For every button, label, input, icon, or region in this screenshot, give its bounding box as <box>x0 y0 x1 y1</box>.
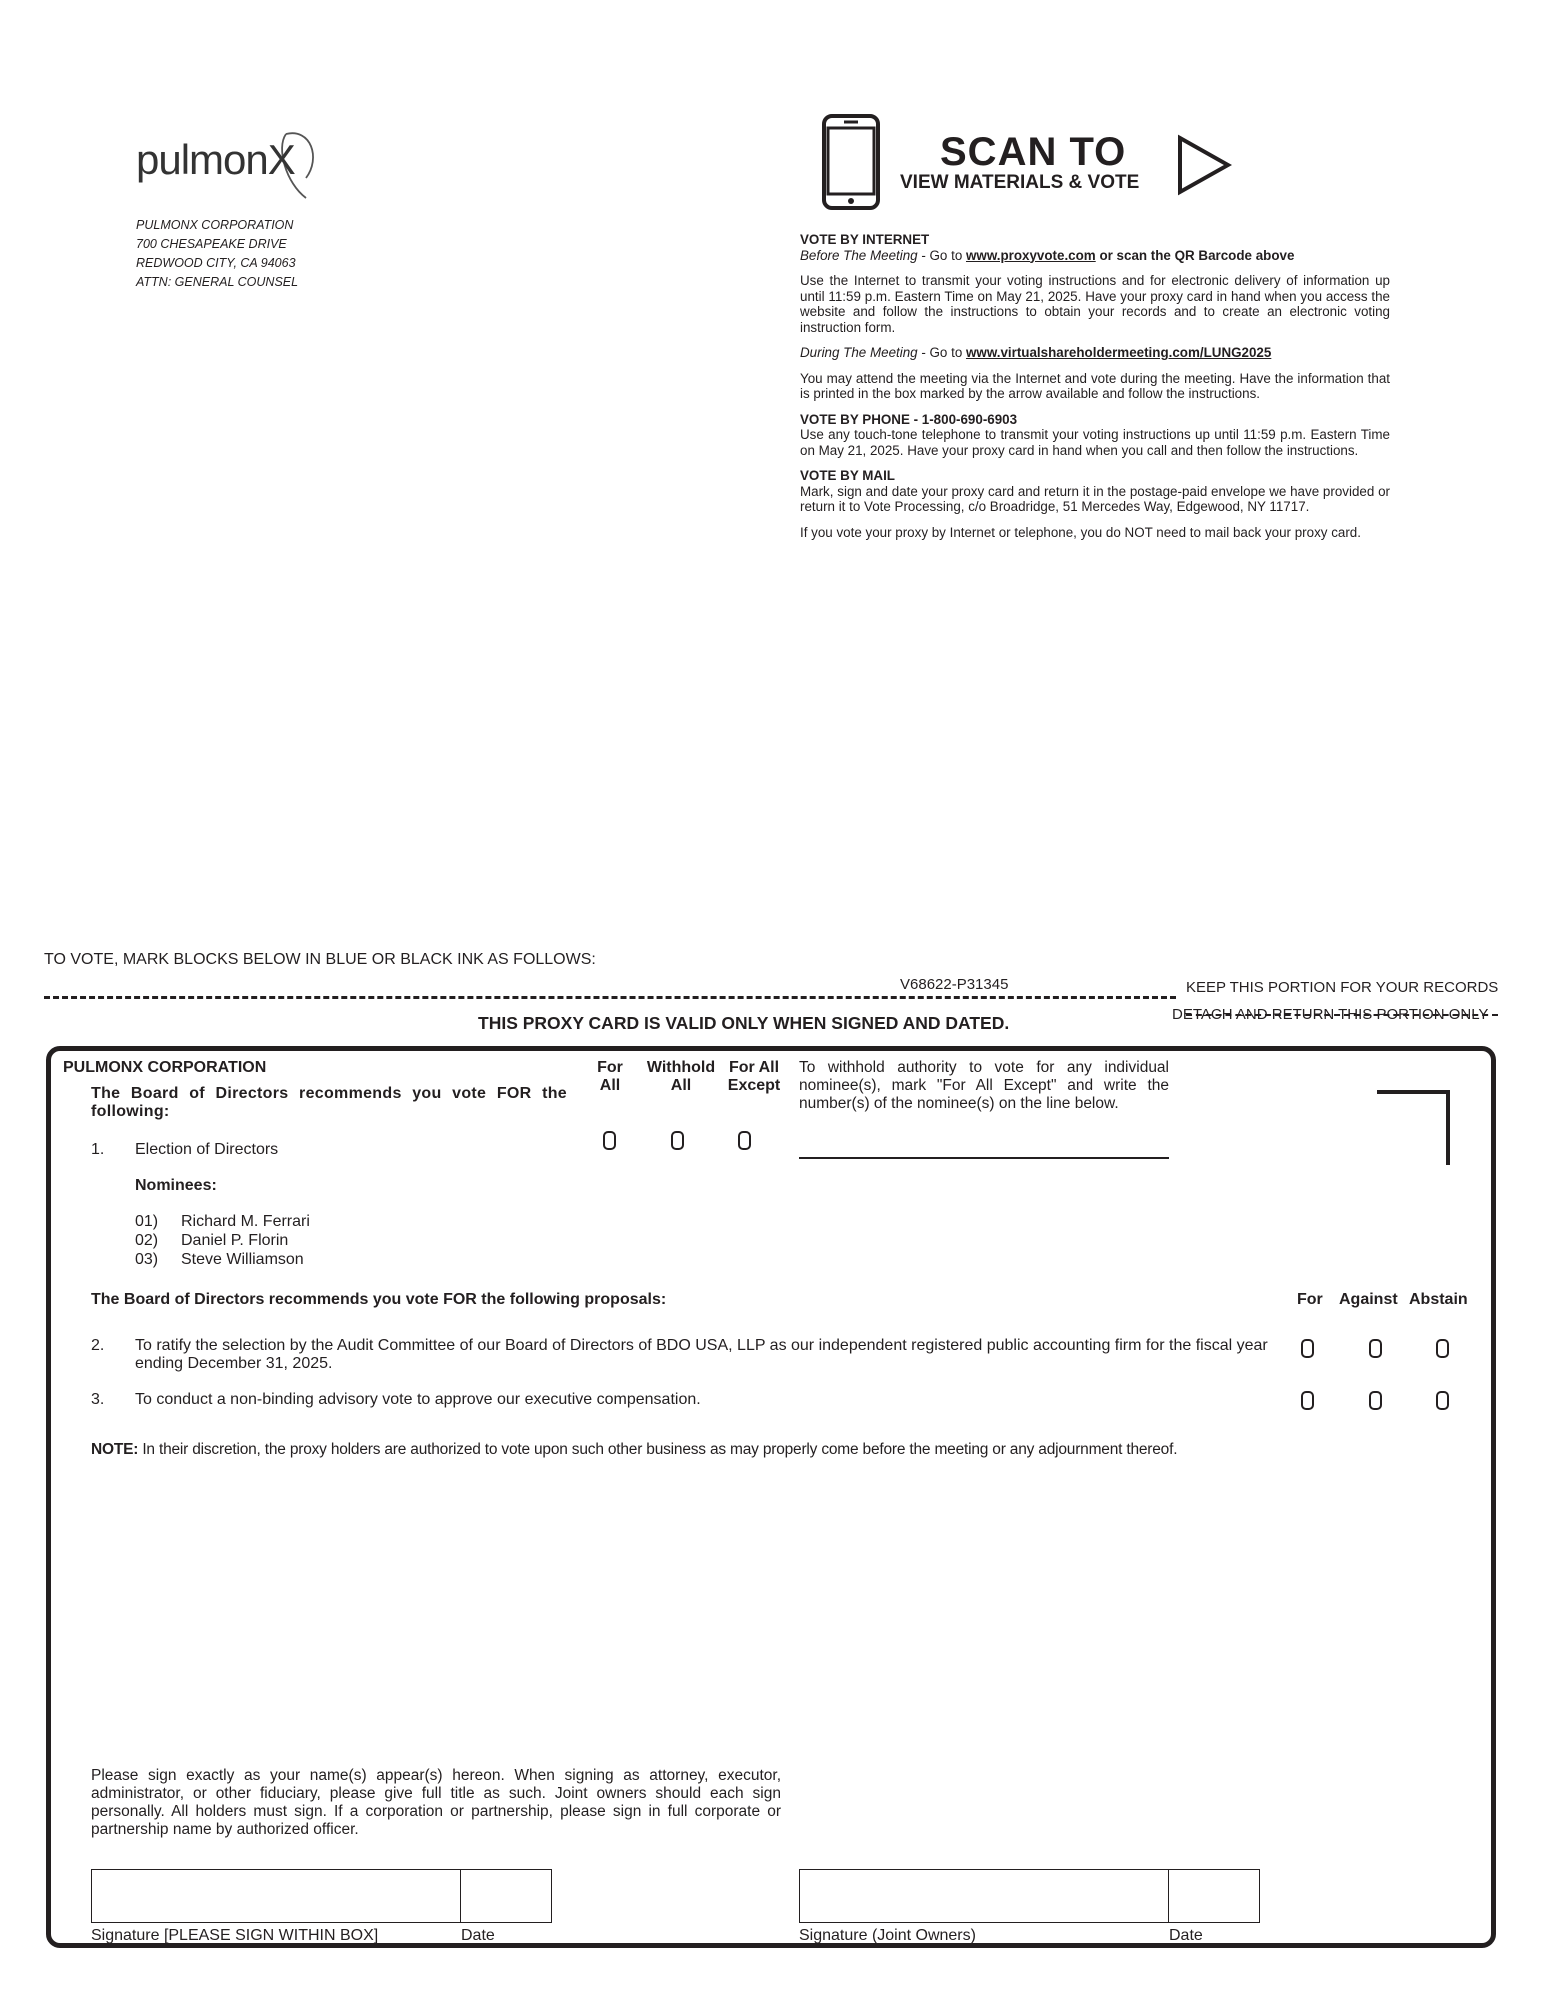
valid-notice: THIS PROXY CARD IS VALID ONLY WHEN SIGNED AND DATED. <box>478 1013 1010 1033</box>
item2-number: 2. <box>91 1337 105 1354</box>
item3-against-oval[interactable] <box>1369 1391 1382 1410</box>
control-number: V68622-P31345 <box>900 976 1009 993</box>
during-label: During The Meeting <box>800 345 918 360</box>
joint-date-box[interactable] <box>1168 1869 1260 1923</box>
phone-icon <box>822 114 880 215</box>
item3-number: 3. <box>91 1391 105 1408</box>
col-for-all-except-header <box>709 1059 799 1095</box>
keep-portion-label: KEEP THIS PORTION FOR YOUR RECORDS <box>1186 979 1499 996</box>
item2-abstain-oval[interactable] <box>1436 1339 1449 1358</box>
recommend-proposals: The Board of Directors recommends you vote FOR the following proposals: <box>91 1291 667 1308</box>
scan-subtitle: VIEW MATERIALS & VOTE <box>900 172 1140 193</box>
signature-label: Signature [PLEASE SIGN WITHIN BOX] <box>91 1927 379 1944</box>
vote-withhold-all-oval[interactable] <box>671 1131 684 1150</box>
item1-number: 1. <box>91 1141 105 1158</box>
address-line: ATTN: GENERAL COUNSEL <box>136 275 299 289</box>
col-label: For All <box>728 1059 780 1076</box>
col-label: All <box>599 1077 621 1094</box>
col-label: For <box>597 1059 623 1076</box>
proxy-card <box>46 1046 1496 1948</box>
item2-against-oval[interactable] <box>1369 1339 1382 1358</box>
before-label: Before The Meeting <box>800 247 918 263</box>
recommend-directors: The Board of Directors recommends you vote FOR the following: <box>91 1085 567 1120</box>
joint-date-label: Date <box>1169 1927 1203 1944</box>
nominee-number: 02) <box>135 1232 159 1249</box>
item2-for-oval[interactable] <box>1301 1339 1314 1358</box>
arrow-right-icon <box>1176 134 1232 201</box>
note <box>91 1441 1471 1459</box>
nominee-number: 03) <box>135 1251 159 1268</box>
address-line: 700 CHESAPEAKE DRIVE <box>136 237 287 251</box>
before-tail: or scan the QR Barcode above <box>1095 247 1295 263</box>
vote-for-all-oval[interactable] <box>603 1131 616 1150</box>
col-abstain-header: Abstain <box>1409 1291 1468 1308</box>
internet-body: Use the Internet to transmit your voting instructions and for electronic delivery of information up until 11:59 p.m. Eastern Time on May 21, 2025. Have your proxy card in hand when you access the website and follow the instructions to obtain your records and to create an electronic voting instruction form. <box>800 273 1390 335</box>
nominee-name: Daniel P. Florin <box>181 1232 289 1249</box>
note-label: NOTE: <box>91 1441 139 1458</box>
logo-text: pulmonX <box>136 136 295 183</box>
nominee-exception-line[interactable] <box>799 1157 1169 1159</box>
scan-title: SCAN TO <box>940 130 1127 174</box>
item3-abstain-oval[interactable] <box>1436 1391 1449 1410</box>
sign-instructions: Please sign exactly as your name(s) appear(s) hereon. When signing as attorney, executor, administrator, or other fiduciary, please give full title as such. Joint owners should each sign personally. All holders must sign. If a corporation or partnership, please sign in full corporate or partnership name by authorized officer. <box>91 1767 781 1838</box>
withhold-instructions: To withhold authority to vote for any individual nominee(s), mark "For All Except" and write the number(s) of the nominee(s) on the line below. <box>799 1059 1169 1112</box>
corner-mark-icon <box>1375 1089 1451 1167</box>
detach-portion-label: DETACH AND RETURN THIS PORTION ONLY <box>1172 1006 1489 1023</box>
item3-for-oval[interactable] <box>1301 1391 1314 1410</box>
to-vote-instruction: TO VOTE, MARK BLOCKS BELOW IN BLUE OR BLACK INK AS FOLLOWS: <box>44 951 596 968</box>
col-for-all-header <box>585 1059 635 1095</box>
proxyvote-link[interactable]: www.proxyvote.com <box>965 247 1096 263</box>
before-meeting-line <box>800 248 1390 264</box>
col-label: Withhold <box>646 1059 716 1076</box>
item3-text: To conduct a non-binding advisory vote to approve our executive compensation. <box>135 1391 701 1408</box>
address-line: PULMONX CORPORATION <box>136 218 294 232</box>
nominee-number: 01) <box>135 1213 159 1230</box>
mail-heading: VOTE BY MAIL <box>800 468 895 483</box>
nominees-label: Nominees: <box>135 1177 217 1194</box>
nominee-name: Richard M. Ferrari <box>181 1213 310 1230</box>
company-address <box>136 216 298 292</box>
card-company: PULMONX CORPORATION <box>63 1059 267 1076</box>
mail-body: Mark, sign and date your proxy card and return it in the postage-paid envelope we have provided or return it to Vote Processing, c/o Broadridge, 51 Mercedes Way, Edgewood, NY 11717. <box>800 483 1390 514</box>
pulmonx-logo <box>136 128 336 208</box>
joint-signature-box[interactable] <box>799 1869 1169 1923</box>
date-label: Date <box>461 1927 495 1944</box>
col-against-header: Against <box>1339 1291 1398 1308</box>
address-line: REDWOOD CITY, CA 94063 <box>136 256 296 270</box>
signature-box[interactable] <box>91 1869 461 1923</box>
during-go: - Go to <box>917 345 966 360</box>
col-for-header: For <box>1297 1291 1323 1308</box>
voting-instructions <box>800 232 1390 550</box>
internet-heading: VOTE BY INTERNET <box>800 232 930 247</box>
item2-text: To ratify the selection by the Audit Committee of our Board of Directors of BDO USA, LLP as our independent registered public accounting firm for the fiscal year ending December 31, 2025. <box>135 1337 1268 1372</box>
detach-dashed-line <box>44 996 1176 999</box>
footer-note: If you vote your proxy by Internet or telephone, you do NOT need to mail back your proxy card. <box>800 524 1361 540</box>
phone-heading: VOTE BY PHONE - 1-800-690-6903 <box>800 411 1018 427</box>
during-body: You may attend the meeting via the Internet and vote during the meeting. Have the information that is printed in the box marked by the arrow available and follow the instructions. <box>800 370 1390 401</box>
before-go: - Go to <box>917 247 966 263</box>
virtual-meeting-link[interactable]: www.virtualshareholdermeeting.com/LUNG2025 <box>965 345 1272 360</box>
joint-signature-label: Signature (Joint Owners) <box>799 1927 976 1944</box>
col-label: Except <box>727 1077 781 1094</box>
col-label: All <box>670 1077 692 1094</box>
during-meeting-line <box>800 345 1390 361</box>
item1-text: Election of Directors <box>135 1141 279 1158</box>
vote-for-all-except-oval[interactable] <box>738 1131 751 1150</box>
nominee-name: Steve Williamson <box>181 1251 304 1268</box>
phone-body: Use any touch-tone telephone to transmit your voting instructions up until 11:59 p.m. Eastern Time on May 21, 2025. Have your proxy card in hand when you call and then follow the instructions. <box>800 427 1390 458</box>
date-box[interactable] <box>460 1869 552 1923</box>
note-text: In their discretion, the proxy holders are authorized to vote upon such other business as may properly come before the meeting or any adjournment thereof. <box>138 1441 1178 1458</box>
